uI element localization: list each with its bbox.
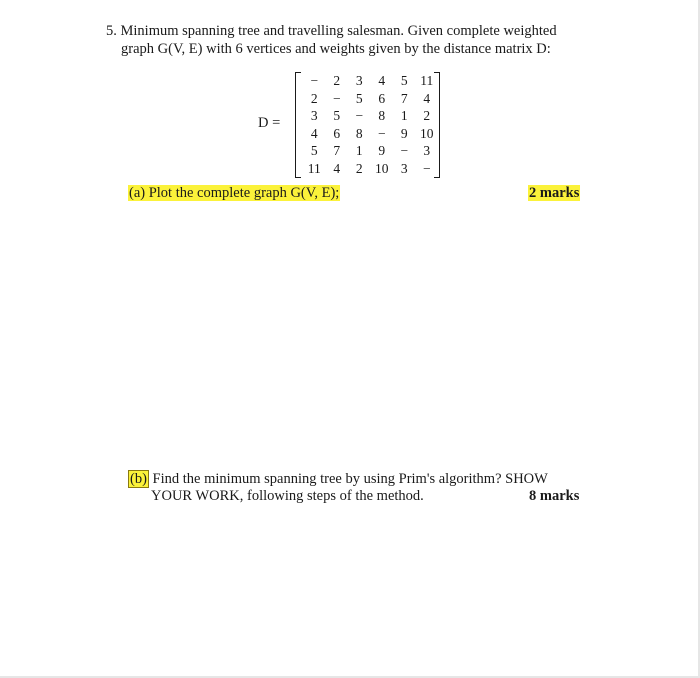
matrix-cell: − xyxy=(310,73,319,88)
part-b-line-1 xyxy=(128,470,548,488)
part-b-line-2: YOUR WORK, following steps of the method. xyxy=(151,488,424,504)
matrix-cell: 10 xyxy=(420,125,434,141)
matrix-cell: 5 xyxy=(333,108,341,123)
matrix-cell: 3 xyxy=(400,160,408,176)
matrix-cell: 2 xyxy=(333,73,341,88)
matrix-cell: 8 xyxy=(378,108,386,123)
matrix-cell: 6 xyxy=(378,90,386,106)
matrix-cell: 4 xyxy=(310,125,318,141)
matrix-cell: 7 xyxy=(400,90,408,106)
distance-matrix xyxy=(254,70,454,178)
matrix-cell: 3 xyxy=(355,73,363,88)
matrix-right-bracket xyxy=(434,72,440,178)
part-a-marks-highlight: 2 marks xyxy=(529,185,580,201)
matrix-left-bracket xyxy=(295,72,301,178)
matrix-label: D = xyxy=(258,115,281,131)
part-a-marks xyxy=(528,184,580,202)
matrix-cell: 1 xyxy=(355,143,363,158)
part-b-prefix: (b) xyxy=(130,471,147,487)
matrix-cell: 2 xyxy=(423,108,431,123)
matrix-cell: 5 xyxy=(400,73,408,88)
matrix-cell: 4 xyxy=(378,73,386,88)
matrix-cell: 7 xyxy=(333,143,341,158)
matrix-cell: 4 xyxy=(423,90,431,106)
part-b-marks: 8 marks xyxy=(529,488,580,504)
matrix-cell: − xyxy=(332,90,341,106)
matrix-cell: 6 xyxy=(333,125,341,141)
matrix-cell: 3 xyxy=(310,108,318,123)
matrix-cell: 9 xyxy=(378,143,386,158)
matrix-cell: 1 xyxy=(400,108,408,123)
matrix-cell: 5 xyxy=(355,90,363,106)
matrix-cell: 11 xyxy=(307,160,321,176)
matrix-cell: 3 xyxy=(423,143,431,158)
matrix-cell: 2 xyxy=(310,90,318,106)
matrix-cell: 9 xyxy=(400,125,408,141)
matrix-cell: 5 xyxy=(310,143,318,158)
part-a-prompt xyxy=(128,184,340,202)
part-a-highlight: (a) Plot the complete graph G(V, E); xyxy=(129,185,340,201)
matrix-cell: 2 xyxy=(355,160,363,176)
part-b-line-1-text: Find the minimum spanning tree by using Prim's algorithm? SHOW xyxy=(148,471,548,487)
matrix-cell: − xyxy=(422,160,431,176)
matrix-cell: 10 xyxy=(375,160,389,176)
question-line-1: 5. Minimum spanning tree and travelling salesman. Given complete weighted xyxy=(106,23,557,39)
matrix-cell: − xyxy=(400,143,409,158)
matrix-cell: − xyxy=(355,108,364,123)
matrix-grid xyxy=(303,72,438,177)
matrix-cell: 11 xyxy=(420,73,434,88)
matrix-cell: 8 xyxy=(355,125,363,141)
question-line-2: graph G(V, E) with 6 vertices and weights given by the distance matrix D: xyxy=(121,41,551,57)
matrix-cell: − xyxy=(377,125,386,141)
matrix-cell: 4 xyxy=(333,160,341,176)
